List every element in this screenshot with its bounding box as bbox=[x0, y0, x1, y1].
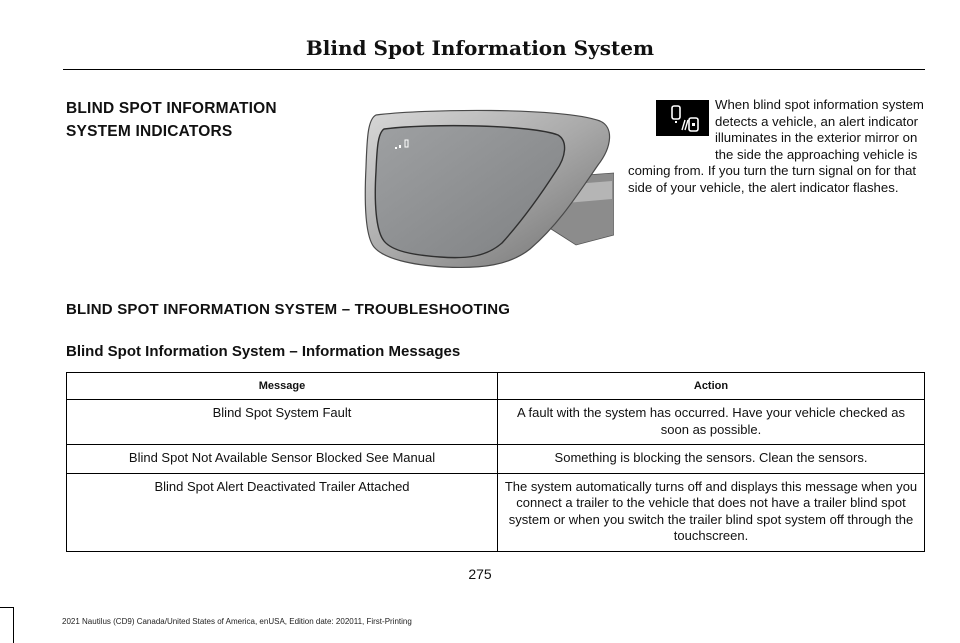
crop-mark bbox=[13, 607, 14, 643]
crop-mark bbox=[0, 607, 13, 608]
column-header-message: Message bbox=[67, 373, 498, 400]
page-header-title: Blind Spot Information System bbox=[305, 36, 655, 60]
table-row bbox=[67, 400, 925, 445]
indicator-description-text: When blind spot information system detects a vehicle, an alert indicator illuminates in the exterior mirror on the side the approaching vehicle is coming from. If you turn the turn signal on for that side of your vehicle, the alert indicator flashes. bbox=[628, 97, 924, 195]
action-cell: A fault with the system has occurred. Have your vehicle checked as soon as possible. bbox=[498, 400, 925, 445]
troubleshooting-heading: BLIND SPOT INFORMATION SYSTEM – TROUBLESHOOTING bbox=[66, 301, 511, 318]
section-title-line1: BLIND SPOT INFORMATION bbox=[66, 100, 277, 117]
message-cell: Blind Spot Not Available Sensor Blocked See Manual bbox=[67, 445, 498, 474]
column-header-action: Action bbox=[498, 373, 925, 400]
table-header-row bbox=[67, 373, 925, 400]
action-cell: The system automatically turns off and displays this message when you connect a trailer to the vehicle that does not have a trailer blind spot system or when you switch the trailer blind spot system off through the touchscreen. bbox=[498, 473, 925, 551]
side-mirror-illustration bbox=[362, 107, 614, 271]
messages-subheading: Blind Spot Information System – Information Messages bbox=[66, 343, 461, 360]
message-cell: Blind Spot Alert Deactivated Trailer Attached bbox=[67, 473, 498, 551]
table-row bbox=[67, 473, 925, 551]
information-messages-table bbox=[66, 372, 925, 552]
indicator-description bbox=[628, 97, 928, 197]
section-title-line2: SYSTEM INDICATORS bbox=[66, 123, 233, 140]
action-cell: Something is blocking the sensors. Clean the sensors. bbox=[498, 445, 925, 474]
icon-spacer bbox=[628, 97, 715, 147]
header-divider bbox=[63, 69, 925, 70]
footer-edition-text: 2021 Nautilus (CD9) Canada/United States of America, enUSA, Edition date: 202011, First-Printing bbox=[62, 617, 412, 626]
table-row bbox=[67, 445, 925, 474]
page-number: 275 bbox=[468, 566, 492, 582]
message-cell: Blind Spot System Fault bbox=[67, 400, 498, 445]
